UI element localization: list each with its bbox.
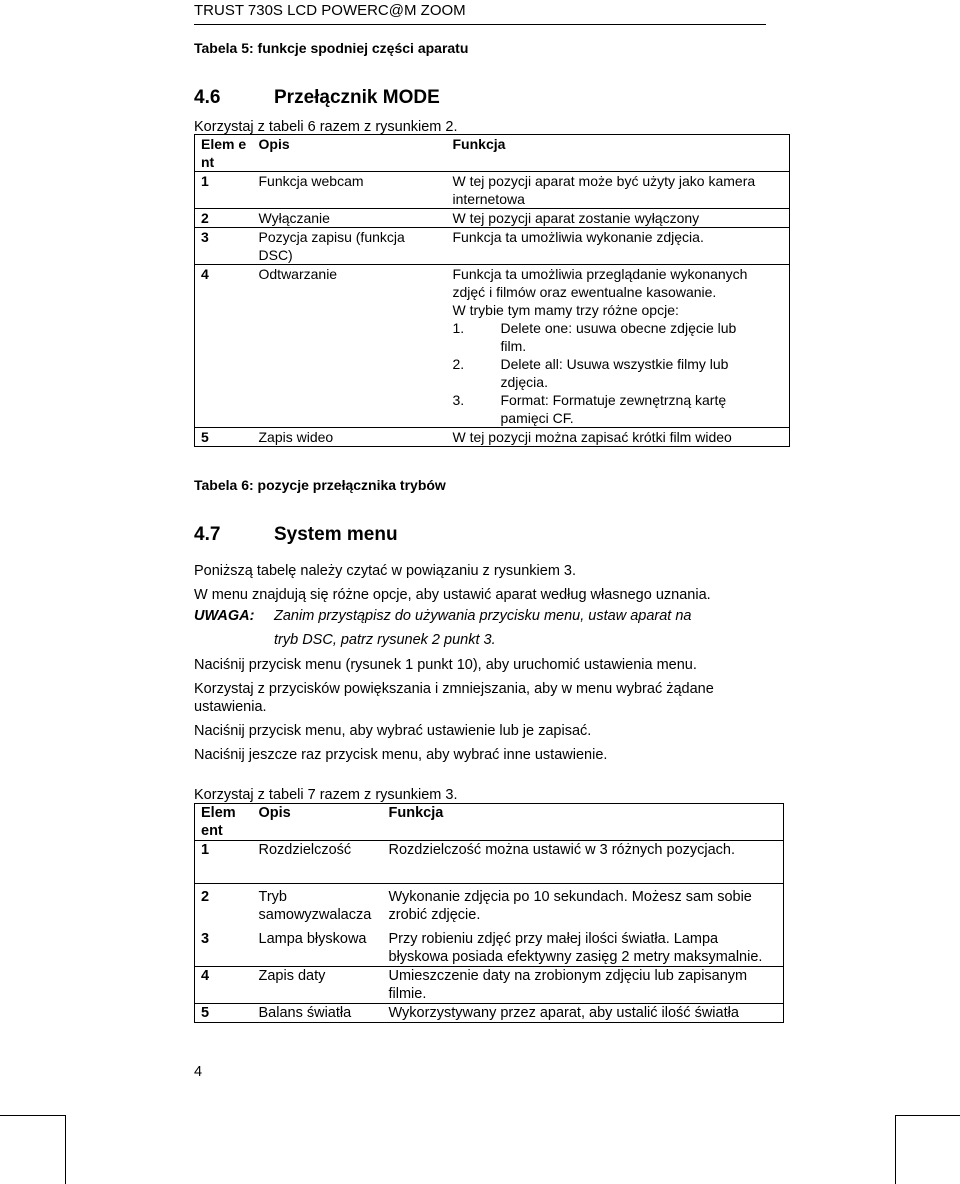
table-row — [195, 967, 784, 1004]
option-text: Delete one: usuwa obecne zdjęcie lub film. — [500, 320, 737, 354]
cell-opis: Tryb samowyzwalacza — [258, 889, 372, 923]
option-number: 2. — [452, 356, 465, 372]
cell-funkcja: Rozdzielczość można ustawić w 3 różnych pozycjach. — [388, 842, 736, 858]
options-intro: W trybie tym mamy trzy różne opcje: — [452, 302, 679, 318]
cell-opis: Zapis daty — [258, 968, 326, 984]
list-item — [453, 391, 763, 427]
cell-elem: 4 — [201, 968, 210, 984]
table-row — [195, 1004, 784, 1023]
paragraph: Naciśnij jeszcze raz przycisk menu, aby wybrać inne ustawienie. — [194, 747, 608, 763]
section-heading-4-7 — [194, 524, 398, 546]
table-row — [195, 228, 790, 265]
cell-opis: Lampa błyskowa — [258, 931, 367, 947]
header-elem: Elem ent — [201, 136, 247, 170]
section-number: 4.6 — [194, 87, 221, 108]
option-text: Format: Formatuje zewnętrzną kartę pamięci CF. — [500, 392, 727, 426]
cell-funkcja: Funkcja ta umożliwia wykonanie zdjęcia. — [452, 229, 704, 245]
table5-caption: Tabela 5: funkcje spodniej części aparatu — [194, 40, 469, 56]
paragraph: W menu znajdują się różne opcje, aby ustawić aparat według własnego uznania. — [194, 587, 711, 603]
table6-caption: Tabela 6: pozycje przełącznika trybów — [194, 477, 446, 493]
options-list — [453, 319, 763, 427]
list-item — [453, 355, 763, 391]
table-row — [195, 924, 784, 967]
section-number: 4.7 — [194, 524, 221, 545]
page-number: 4 — [194, 1064, 203, 1080]
cell-opis: Zapis wideo — [258, 429, 334, 445]
crop-mark-left-vertical — [65, 1115, 66, 1184]
option-text: Delete all: Usuwa wszystkie filmy lub zdjęcia. — [500, 356, 729, 390]
document-header: TRUST 730S LCD POWERC@M ZOOM — [194, 2, 466, 19]
header-funkcja: Funkcja — [388, 805, 444, 821]
option-number: 1. — [452, 320, 465, 336]
cell-opis: Wyłączanie — [258, 210, 330, 226]
header-elem: Elem ent — [201, 805, 236, 839]
crop-mark-right — [895, 1115, 960, 1116]
table-header-row — [195, 135, 790, 172]
header-rule — [194, 24, 766, 25]
paragraph: Naciśnij przycisk menu (rysunek 1 punkt 10), aby uruchomić ustawienia menu. — [194, 657, 697, 673]
header-opis: Opis — [258, 136, 290, 152]
section-title: System menu — [274, 524, 398, 545]
table-row — [195, 172, 790, 209]
table6-intro: Korzystaj z tabeli 6 razem z rysunkiem 2. — [194, 119, 458, 135]
table7 — [194, 803, 784, 1023]
option-number: 3. — [452, 392, 465, 408]
cell-elem: 3 — [201, 229, 209, 245]
cell-elem: 2 — [201, 210, 209, 226]
cell-elem: 4 — [201, 266, 209, 282]
cell-elem: 5 — [201, 429, 209, 445]
cell-funkcja-text: Funkcja ta umożliwia przeglądanie wykonanych zdjęć i filmów oraz ewentualne kasowanie. — [452, 266, 748, 300]
cell-opis: Balans światła — [258, 1005, 352, 1021]
table7-intro: Korzystaj z tabeli 7 razem z rysunkiem 3. — [194, 787, 458, 803]
table-row — [195, 265, 790, 428]
cell-funkcja: W tej pozycji można zapisać krótki film wideo — [452, 429, 732, 445]
paragraph: Naciśnij przycisk menu, aby wybrać ustawienie lub je zapisać. — [194, 723, 592, 739]
cell-opis: Funkcja webcam — [258, 173, 364, 189]
cell-opis: Pozycja zapisu (funkcja DSC) — [258, 229, 405, 263]
cell-opis: Odtwarzanie — [258, 266, 338, 282]
cell-elem: 1 — [201, 842, 210, 858]
paragraph: Korzystaj z przycisków powiększania i zmniejszania, aby w menu wybrać żądane ustawienia. — [194, 681, 714, 715]
table-row — [195, 841, 784, 884]
cell-funkcja — [447, 265, 790, 428]
cell-funkcja: Wykorzystywany przez aparat, aby ustalić ilość światła — [388, 1005, 739, 1021]
table-row — [195, 428, 790, 447]
table-row — [195, 209, 790, 228]
cell-elem: 1 — [201, 173, 209, 189]
cell-funkcja: Wykonanie zdjęcia po 10 sekundach. Możesz sam sobie zrobić zdjęcie. — [388, 889, 752, 923]
cell-funkcja: Przy robieniu zdjęć przy małej ilości światła. Lampa błyskowa posiada efektywny zasięg 2 metry maksymalnie. — [388, 931, 763, 965]
cell-funkcja: Umieszczenie daty na zrobionym zdjęciu lub zapisanym filmie. — [388, 968, 748, 1002]
table6 — [194, 134, 790, 447]
cell-elem: 5 — [201, 1005, 210, 1021]
section-heading-4-6 — [194, 87, 440, 109]
cell-funkcja: W tej pozycji aparat może być użyty jako kamera internetowa — [452, 173, 756, 207]
cell-elem: 3 — [201, 931, 210, 947]
table-row — [195, 884, 784, 925]
paragraph: Poniższą tabelę należy czytać w powiązaniu z rysunkiem 3. — [194, 563, 577, 579]
header-opis: Opis — [258, 805, 291, 821]
section-title: Przełącznik MODE — [274, 87, 440, 108]
warning-text-line2: tryb DSC, patrz rysunek 2 punkt 3. — [274, 632, 496, 648]
cell-elem: 2 — [201, 889, 210, 905]
crop-mark-right-vertical — [895, 1115, 896, 1184]
warning-label: UWAGA: — [194, 608, 255, 624]
header-funkcja: Funkcja — [452, 136, 506, 152]
cell-opis: Rozdzielczość — [258, 842, 352, 858]
crop-mark-left — [0, 1115, 65, 1116]
list-item — [453, 319, 763, 355]
cell-funkcja: W tej pozycji aparat zostanie wyłączony — [452, 210, 700, 226]
warning-text-line1: Zanim przystąpisz do używania przycisku menu, ustaw aparat na — [274, 608, 692, 624]
table-header-row — [195, 804, 784, 841]
